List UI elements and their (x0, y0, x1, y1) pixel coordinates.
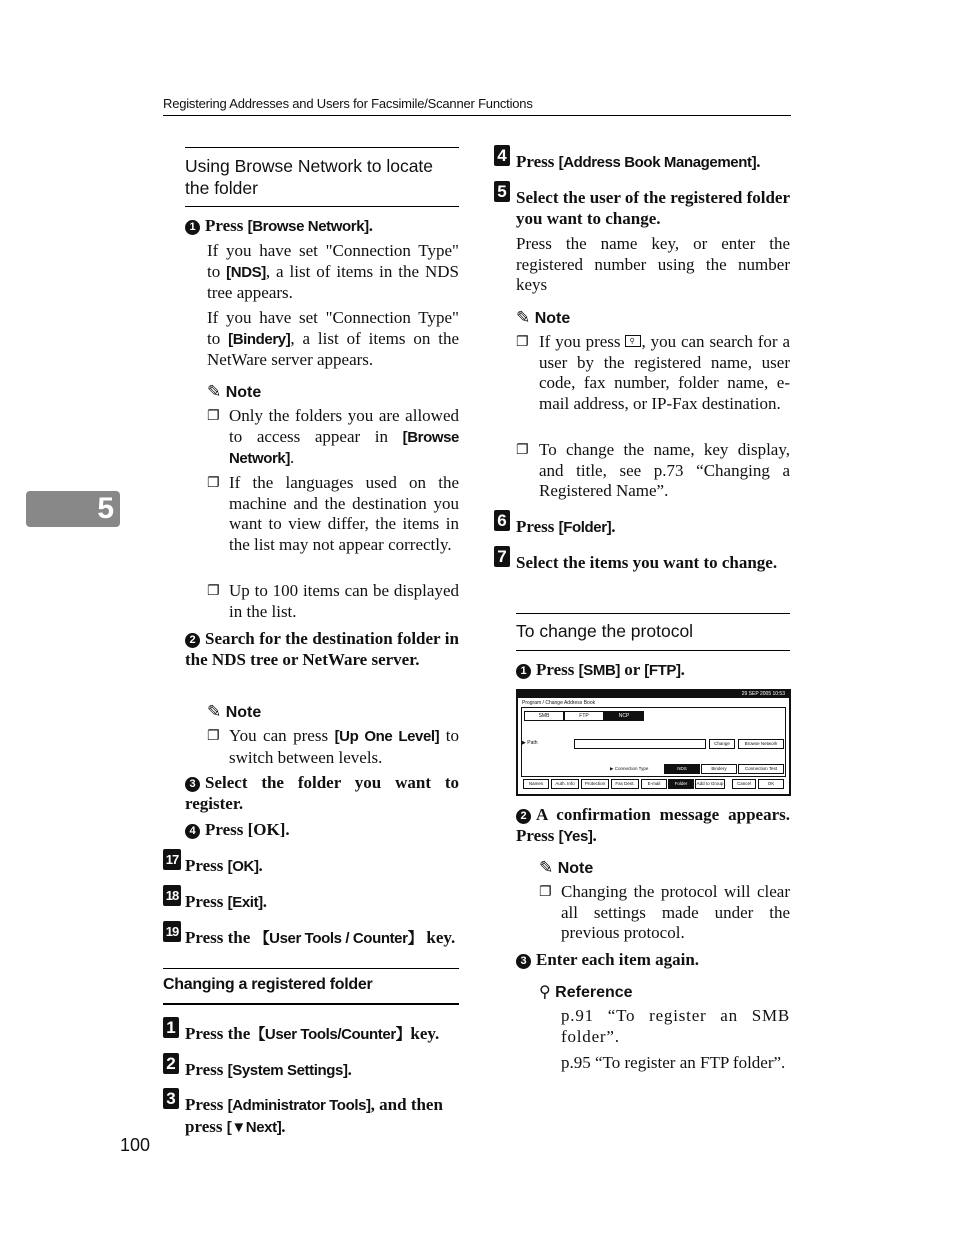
step-4: Press [Address Book Management]. (516, 152, 761, 171)
step-number-1: 1 (163, 1017, 179, 1038)
paragraph-nds: If you have set "Connection Type" to [NDS], a list of items in the NDS tree appears. (207, 241, 459, 302)
checkbox-icon: ❐ (207, 408, 220, 424)
screen-change-button[interactable]: Change (709, 739, 735, 749)
substep-2: 2 Search for the destination folder in the NDS tree or NetWare server. (185, 629, 459, 669)
checkbox-icon: ❐ (207, 728, 220, 744)
note-item: Changing the protocol will clear all settings made under the previous protocol. (561, 882, 790, 942)
step-number-3: 3 (163, 1088, 179, 1109)
screen-tab-auth[interactable]: Auth. Info (551, 779, 579, 789)
step-17: Press [OK]. (185, 856, 263, 875)
checkbox-icon: ❐ (516, 334, 529, 350)
reference-icon: ⚲ (539, 982, 551, 1001)
substep-3: 3 Select the folder you want to register. (185, 773, 459, 813)
substep-number: 1 (185, 220, 200, 235)
step-7: Select the items you want to change. (516, 553, 778, 572)
screen-path-label: ▶ Path (522, 740, 538, 746)
screen-button-ncp[interactable]: NCP (604, 711, 644, 721)
step-18: Press [Exit]. (185, 892, 268, 911)
note-heading: ✎ Note (539, 858, 594, 878)
substep-2-protocol: 2 A confirmation message appears. Press [Yes]. (516, 805, 790, 845)
checkbox-icon: ❐ (207, 475, 220, 491)
screen-datetime: 29 SEP 2005 10:53 (741, 691, 785, 697)
reference-item: p.95 “To register an FTP folder”. (561, 1053, 786, 1072)
pencil-icon: ✎ (207, 702, 222, 722)
screen-cancel-button[interactable]: Cancel (732, 779, 756, 789)
reference-heading: ⚲ Reference (539, 982, 633, 1001)
note-item: Only the folders you are allowed to access appear in [Browse Network]. (229, 406, 459, 467)
screen-ok-button[interactable]: OK (758, 779, 784, 789)
running-header: Registering Addresses and Users for Facsimile/Scanner Functions (163, 96, 533, 111)
note-heading: ✎ Note (207, 382, 262, 402)
section2-top-rule (163, 968, 459, 969)
screen-bindery-button[interactable]: Bindery (701, 764, 737, 774)
page-number: 100 (120, 1135, 151, 1155)
substep-1-protocol: 1 Press [SMB] or [FTP]. (516, 659, 685, 681)
checkbox-icon: ❐ (516, 442, 529, 458)
header-rule (163, 115, 791, 116)
right-section-top-rule (516, 613, 790, 614)
device-screen (516, 689, 791, 796)
pencil-icon: ✎ (207, 382, 222, 402)
note-item: Up to 100 items can be displayed in the list. (229, 581, 459, 621)
note-heading: ✎ Note (516, 308, 571, 328)
left-section-title: Using Browse Network to locate the folder (185, 156, 434, 198)
chapter-tab (26, 491, 120, 527)
paragraph-select-user: Press the name key, or enter the registered number using the number keys (516, 234, 790, 294)
left-section-top-rule (185, 147, 459, 148)
step-3: Press [Administrator Tools], and then press [▼Next]. (185, 1095, 443, 1136)
step-number-18: 18 (163, 885, 181, 906)
screen-path-input[interactable] (574, 739, 706, 749)
note-item: To change the name, key display, and title, see p.73 “Changing a Registered Name”. (539, 440, 790, 500)
screen-nds-button[interactable]: NDS (664, 764, 700, 774)
screen-tab-group[interactable]: Add to Group (695, 779, 725, 789)
screen-title: Program / Change Address Book (522, 700, 596, 706)
step-number-4: 4 (494, 145, 510, 166)
section2-title: Changing a registered folder (163, 976, 373, 993)
screen-tab-names[interactable]: Names (523, 779, 549, 789)
checkbox-icon: ❐ (539, 884, 552, 900)
screen-button-smb[interactable]: SMB (524, 711, 564, 721)
step-6: Press [Folder]. (516, 517, 616, 536)
step-number-5: 5 (494, 181, 510, 202)
screen-button-ftp[interactable]: FTP (564, 711, 604, 721)
substep-1: 1 Press [Browse Network]. (185, 215, 465, 237)
note-heading: ✎ Note (207, 702, 262, 722)
note-item: You can press [Up One Level] to switch between levels. (229, 726, 459, 767)
paragraph-bindery: If you have set "Connection Type" to [Bindery], a list of items on the NetWare server appears. (207, 308, 459, 369)
pencil-icon: ✎ (539, 858, 554, 878)
checkbox-icon: ❐ (207, 583, 220, 599)
step-1: Press the【User Tools/Counter】key. (185, 1024, 440, 1043)
step-number-19: 19 (163, 921, 181, 942)
substep-4: 4 Press [OK]. (185, 819, 459, 840)
step-number-17: 17 (163, 849, 181, 870)
step-number-6: 6 (494, 510, 510, 531)
search-key-icon: ⚲ (625, 335, 641, 347)
screen-tab-protection[interactable]: Protection (581, 779, 609, 789)
note-item: If you press ⚲ , you can search for a user by the registered name, user code, fax number, folder name, e-mail address, or IP-Fax destination. (539, 332, 791, 413)
step-number-7: 7 (494, 546, 510, 567)
screen-tab-folder[interactable]: Folder (668, 779, 694, 789)
left-section-bottom-rule (185, 206, 459, 207)
substep-3-protocol: 3 Enter each item again. (516, 949, 699, 970)
step-19: Press the 【User Tools / Counter】 key. (185, 928, 456, 947)
chapter-number: 5 (97, 492, 114, 525)
note-item: If the languages used on the machine and the destination you want to view differ, the items in the list may not appear correctly. (229, 473, 459, 554)
screen-conn-type-label: ▶ Connection Type (610, 766, 649, 771)
right-section-bottom-rule (516, 650, 790, 651)
pencil-icon: ✎ (516, 308, 531, 328)
screen-tab-fax[interactable]: Fax Dest. (611, 779, 639, 789)
section2-bottom-rule (163, 1003, 459, 1005)
right-section-title: To change the protocol (516, 621, 694, 641)
screen-tab-email[interactable]: E-mail (641, 779, 667, 789)
step-2: Press [System Settings]. (185, 1060, 352, 1079)
step-number-2: 2 (163, 1053, 179, 1074)
screen-conn-test-button[interactable]: Connection Test (738, 764, 784, 774)
reference-item: p.91 “To register an SMB folder”. (561, 1006, 790, 1046)
screen-browse-button[interactable]: Browse Network (738, 739, 784, 749)
step-5: Select the user of the registered folder you want to change. (516, 188, 790, 228)
